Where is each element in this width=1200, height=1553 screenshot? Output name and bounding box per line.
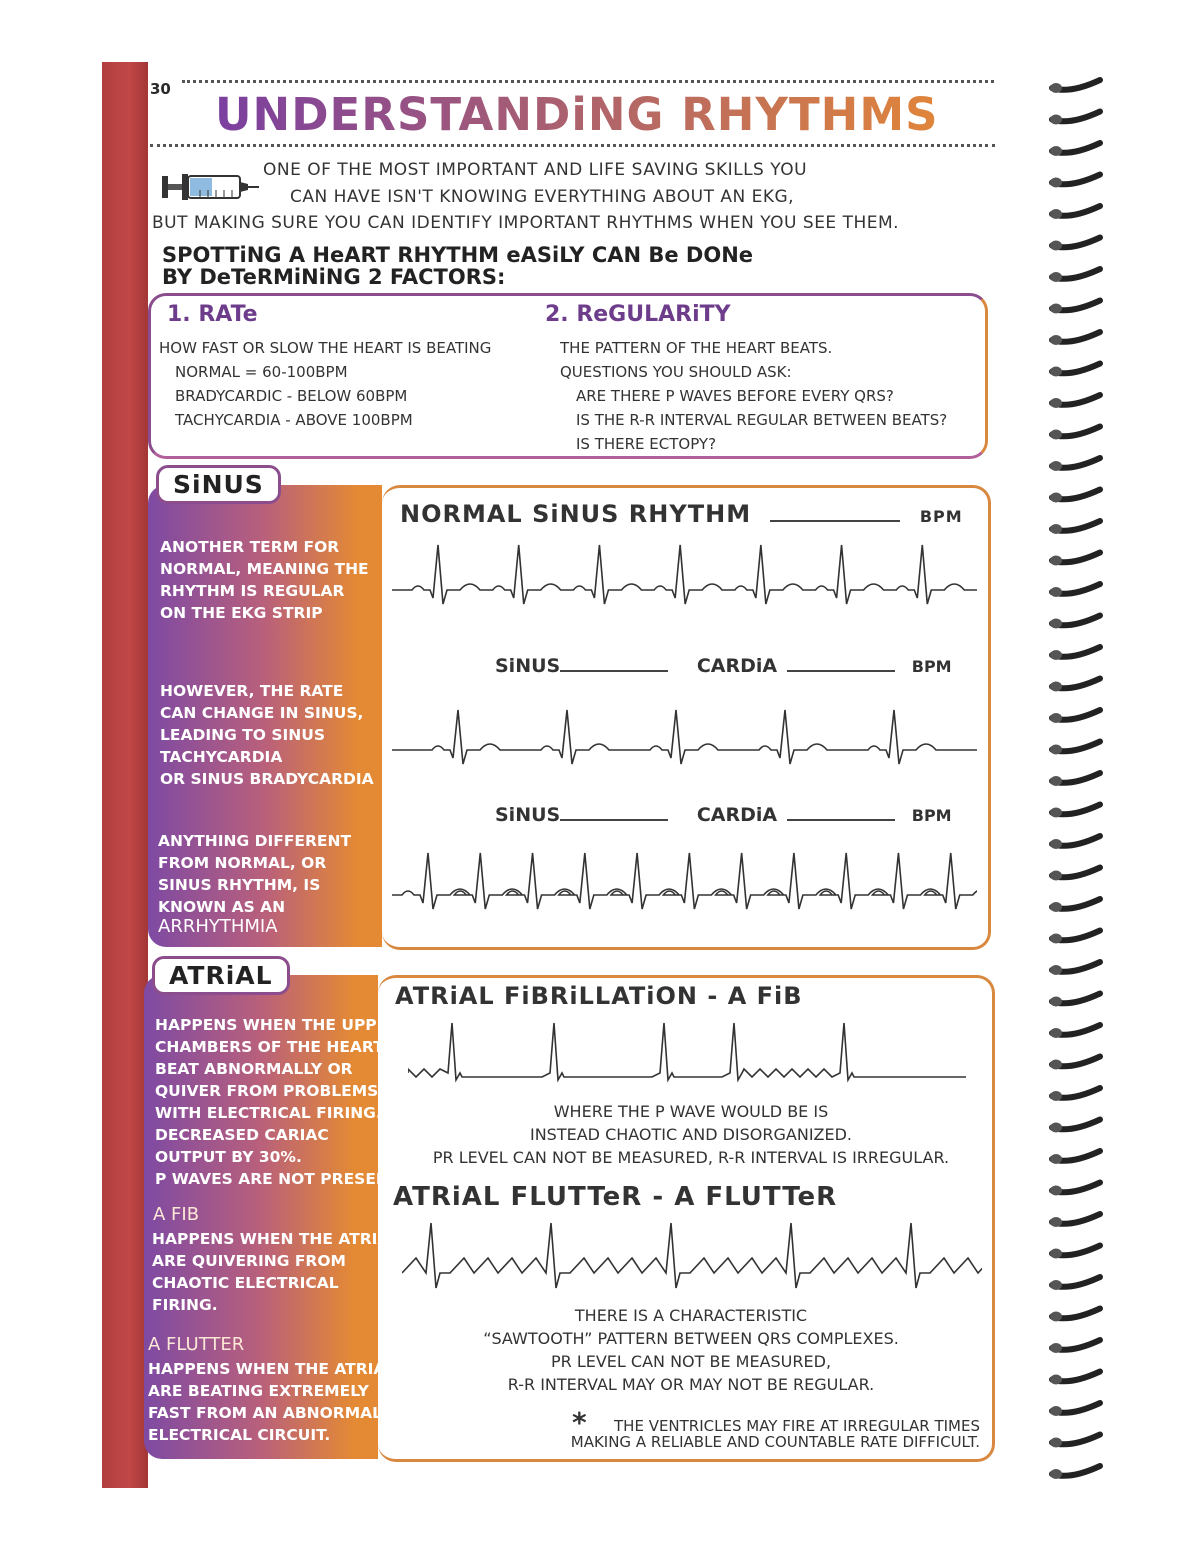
spiral-binding bbox=[1046, 62, 1106, 1488]
sinus-tab: SiNUS bbox=[156, 465, 281, 504]
ekg-aflutter bbox=[402, 1218, 982, 1298]
cardia-blank bbox=[787, 670, 895, 672]
afib-heading: ATRiAL FiBRiLLATiON - A FiB bbox=[395, 982, 803, 1010]
ekg-normal-sinus bbox=[392, 540, 977, 615]
aflutter-text bbox=[148, 1358, 385, 1446]
aflutter-note-line: THERE IS A CHARACTERISTIC bbox=[574, 1306, 808, 1325]
ekg-sinus-brady bbox=[392, 705, 977, 780]
sinus-label: SiNUS bbox=[495, 804, 561, 826]
atrial-text-1 bbox=[155, 1014, 399, 1190]
sinus-line: ANYTHING DIFFERENT bbox=[158, 832, 352, 850]
sinus-line: OR SINUS BRADYCARDIA bbox=[160, 770, 374, 788]
sinus-line: SINUS RHYTHM, IS bbox=[158, 876, 321, 894]
afib-text bbox=[152, 1228, 389, 1316]
aflutter-note bbox=[400, 1304, 982, 1396]
aflutter-line: HAPPENS WHEN THE ATRIA bbox=[148, 1360, 386, 1378]
intro-line-3: BUT MAKING SURE YOU CAN IDENTIFY IMPORTANT RHYTHMS WHEN YOU SEE THEM. bbox=[152, 213, 900, 233]
sinus-line: FROM NORMAL, OR bbox=[158, 854, 327, 872]
atrial-line: HAPPENS WHEN THE UPPER bbox=[155, 1016, 400, 1034]
sinus-rate-row-1 bbox=[495, 655, 952, 677]
cardia-label: CARDiA bbox=[696, 804, 778, 826]
afib-label: A FIB bbox=[153, 1204, 200, 1225]
book-spine bbox=[102, 62, 148, 1488]
rate-text bbox=[159, 336, 491, 432]
afib-line: CHAOTIC ELECTRICAL bbox=[152, 1274, 339, 1292]
afib-note bbox=[400, 1100, 982, 1169]
syringe-icon bbox=[160, 170, 260, 204]
regularity-text bbox=[560, 336, 947, 456]
dotted-rule-top bbox=[182, 80, 994, 83]
bpm-label: BPM bbox=[911, 806, 952, 825]
afib-note-line: PR LEVEL CAN NOT BE MEASURED, R-R INTERVAL IS IRREGULAR. bbox=[432, 1148, 950, 1167]
afib-note-line: INSTEAD CHAOTIC AND DISORGANIZED. bbox=[529, 1125, 853, 1144]
dotted-rule-bottom bbox=[150, 144, 995, 147]
afib-note-line: WHERE THE P WAVE WOULD BE IS bbox=[553, 1102, 829, 1121]
aflutter-line: FAST FROM AN ABNORMAL bbox=[148, 1404, 383, 1422]
sinus-blank bbox=[560, 819, 668, 821]
atrial-line: P WAVES ARE NOT PRESENT bbox=[155, 1170, 400, 1188]
atrial-line: WITH ELECTRICAL FIRING. bbox=[155, 1104, 382, 1122]
rate-heading: 1. RATe bbox=[167, 302, 258, 327]
asterisk-icon: * bbox=[572, 1406, 587, 1439]
rate-line: TACHYCARDIA - ABOVE 100BPM bbox=[175, 411, 413, 429]
spotting-heading bbox=[162, 244, 753, 288]
afib-line: FIRING. bbox=[152, 1296, 218, 1314]
atrial-line: OUTPUT BY 30%. bbox=[155, 1148, 302, 1166]
rate-line: BRADYCARDIC - BELOW 60BPM bbox=[175, 387, 408, 405]
sinus-text-1 bbox=[160, 536, 369, 624]
arrhythmia-label: ARRHYTHMIA bbox=[158, 916, 278, 937]
regularity-line: THE PATTERN OF THE HEART BEATS. bbox=[560, 339, 833, 357]
atrial-tab: ATRiAL bbox=[152, 956, 290, 995]
footnote-line: MAKING A RELIABLE AND COUNTABLE RATE DIFFICULT. bbox=[570, 1433, 980, 1451]
afib-line: HAPPENS WHEN THE ATRIA bbox=[152, 1230, 390, 1248]
footnote-line: THE VENTRICLES MAY FIRE AT IRREGULAR TIMES bbox=[614, 1417, 980, 1435]
bpm-label: BPM bbox=[919, 507, 963, 526]
rate-line: HOW FAST OR SLOW THE HEART IS BEATING bbox=[159, 339, 492, 357]
spotting-line-1: SPOTTiNG A HeART RHYTHM eASiLY CAN Be DONe bbox=[162, 243, 754, 267]
aflutter-label: A FLUTTER bbox=[148, 1334, 245, 1355]
sinus-line: NORMAL, MEANING THE bbox=[160, 560, 369, 578]
sinus-line: ANOTHER TERM FOR bbox=[160, 538, 340, 556]
sinus-label: SiNUS bbox=[495, 655, 561, 677]
sinus-rate-row-2 bbox=[495, 804, 952, 826]
ekg-sinus-tachy bbox=[392, 845, 977, 920]
aflutter-note-line: PR LEVEL CAN NOT BE MEASURED, bbox=[550, 1352, 832, 1371]
sinus-blank bbox=[560, 670, 668, 672]
aflutter-line: ARE BEATING EXTREMELY bbox=[148, 1382, 369, 1400]
sinus-text-3 bbox=[158, 830, 351, 918]
aflutter-note-line: “SAWTOOTH” PATTERN BETWEEN QRS COMPLEXES. bbox=[483, 1329, 899, 1348]
aflutter-heading: ATRiAL FLUTTeR - A FLUTTeR bbox=[393, 1182, 838, 1212]
bpm-blank bbox=[770, 520, 900, 522]
sinus-line: CAN CHANGE IN SINUS, bbox=[160, 704, 364, 722]
atrial-line: BEAT ABNORMALLY OR bbox=[155, 1060, 353, 1078]
bpm-label: BPM bbox=[911, 657, 952, 676]
regularity-line: IS THERE ECTOPY? bbox=[576, 435, 717, 453]
footnote bbox=[548, 1418, 980, 1450]
page-number: 30 bbox=[150, 80, 171, 98]
normal-sinus-title: NORMAL SiNUS RHYTHM bbox=[400, 500, 752, 528]
intro-line-2: CAN HAVE ISN'T KNOWING EVERYTHING ABOUT AN EKG, bbox=[290, 187, 795, 207]
afib-line: ARE QUIVERING FROM bbox=[152, 1252, 346, 1270]
regularity-heading: 2. ReGULARiTY bbox=[545, 302, 731, 327]
aflutter-note-line: R-R INTERVAL MAY OR MAY NOT BE REGULAR. bbox=[507, 1375, 875, 1394]
regularity-line: ARE THERE P WAVES BEFORE EVERY QRS? bbox=[576, 387, 894, 405]
sinus-line: HOWEVER, THE RATE bbox=[160, 682, 344, 700]
sinus-line: RHYTHM IS REGULAR bbox=[160, 582, 345, 600]
rate-line: NORMAL = 60-100BPM bbox=[175, 363, 348, 381]
sinus-text-2 bbox=[160, 680, 374, 790]
sinus-line: ON THE EKG STRIP bbox=[160, 604, 323, 622]
spotting-line-2: BY DeTeRMiNiNG 2 FACTORS: bbox=[162, 265, 506, 289]
sinus-line: KNOWN AS AN bbox=[158, 898, 286, 916]
atrial-line: QUIVER FROM PROBLEMS bbox=[155, 1082, 379, 1100]
cardia-blank bbox=[787, 819, 895, 821]
aflutter-line: ELECTRICAL CIRCUIT. bbox=[148, 1426, 331, 1444]
ekg-afib bbox=[408, 1018, 973, 1093]
sinus-line: LEADING TO SINUS bbox=[160, 726, 325, 744]
regularity-line: QUESTIONS YOU SHOULD ASK: bbox=[560, 363, 792, 381]
cardia-label: CARDiA bbox=[696, 655, 778, 677]
regularity-line: IS THE R-R INTERVAL REGULAR BETWEEN BEATS? bbox=[576, 411, 948, 429]
atrial-line: CHAMBERS OF THE HEART bbox=[155, 1038, 384, 1056]
atrial-line: DECREASED CARIAC bbox=[155, 1126, 329, 1144]
sinus-line: TACHYCARDIA bbox=[160, 748, 283, 766]
intro-line-1: ONE OF THE MOST IMPORTANT AND LIFE SAVING SKILLS YOU bbox=[263, 160, 808, 180]
normal-sinus-heading bbox=[400, 500, 963, 528]
page-title: UNDERSTANDiNG RHYTHMS bbox=[215, 88, 939, 141]
